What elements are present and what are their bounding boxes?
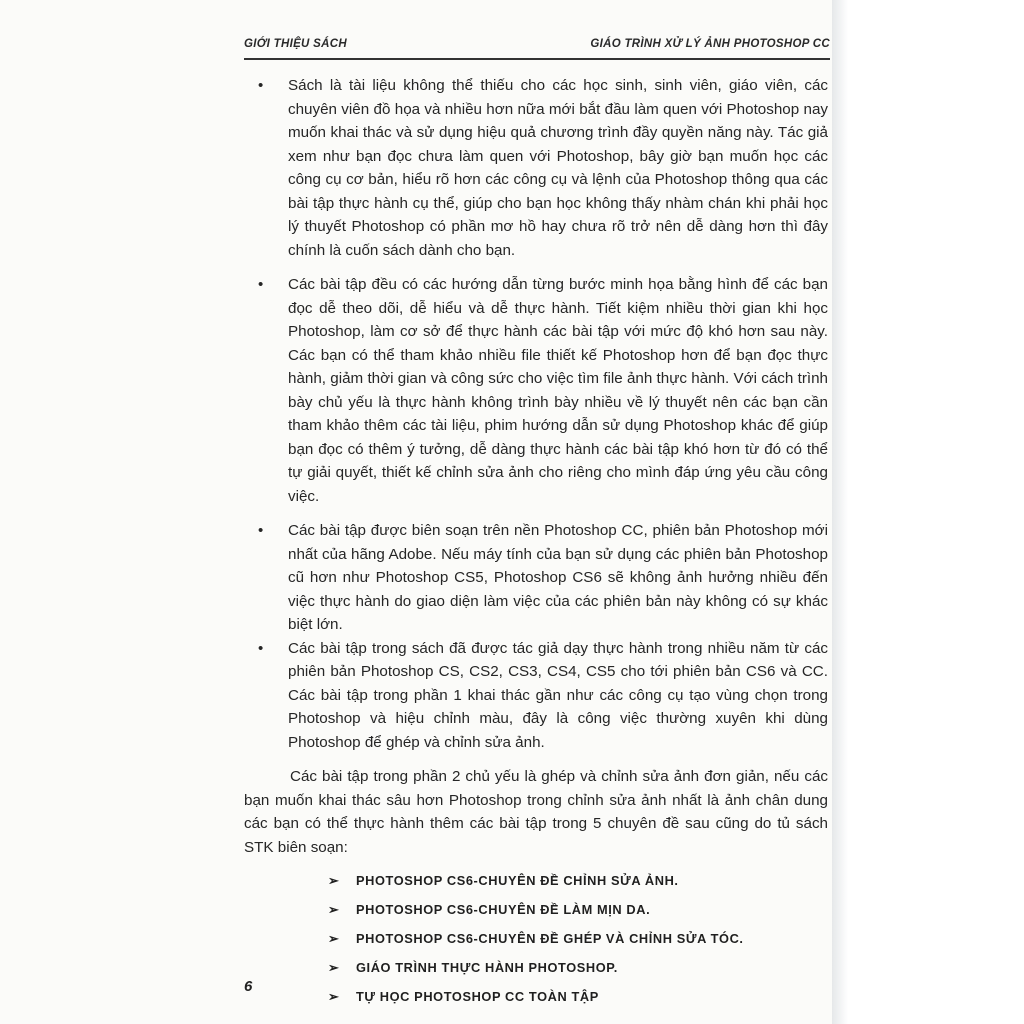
bullet-marker: • — [258, 522, 264, 539]
header-book-title: GIÁO TRÌNH XỬ LÝ ẢNH PHOTOSHOP CC — [590, 38, 830, 50]
body-paragraph: Các bài tập trong phần 2 chủ yếu là ghép và chỉnh sửa ảnh đơn giản, nếu các bạn muốn khai thác sâu hơn Photoshop trong chỉnh sửa ảnh nhất là ảnh chân dung các bạn có thể thực hành thêm các bài tập trong 5 chuyên đề sau cũng do tủ sách STK biên soạn: — [244, 768, 828, 856]
page-edge-shadow — [832, 0, 848, 1024]
arrow-bullet-icon: ➢ — [328, 931, 340, 946]
bullet-marker: • — [258, 639, 264, 657]
bullet-item — [244, 273, 828, 508]
arrow-bullet-icon: ➢ — [328, 873, 340, 888]
bullet-marker: • — [258, 77, 264, 94]
bullet-item — [244, 74, 828, 262]
book-title: PHOTOSHOP CS6-CHUYÊN ĐỀ CHỈNH SỬA ẢNH. — [356, 873, 679, 888]
bullet-item — [244, 637, 828, 755]
book-list-item — [328, 897, 828, 926]
book-list — [244, 868, 828, 1013]
book-list-item — [328, 926, 828, 955]
book-title: GIÁO TRÌNH THỰC HÀNH PHOTOSHOP. — [356, 960, 618, 975]
header-section-title: GIỚI THIỆU SÁCH — [244, 38, 347, 50]
book-title: PHOTOSHOP CS6-CHUYÊN ĐỀ LÀM MỊN DA. — [356, 902, 651, 917]
page-number: 6 — [244, 978, 253, 995]
book-title: TỰ HỌC PHOTOSHOP CC TOÀN TẬP — [356, 989, 599, 1004]
bullet-text: Các bài tập trong sách đã được tác giả dạy thực hành trong nhiều năm từ các phiên bản Photoshop CS, CS2, CS3, CS4, CS5 cho tới phiên bản CS6 và CC. Các bài tập trong phần 1 khai thác gần như các công cụ tạo vùng chọn trong Photoshop và hiệu chỉnh màu, đây là công việc thường xuyên khi dùng Photoshop để ghép và chỉnh sửa ảnh. — [288, 639, 828, 751]
bullet-text: Các bài tập đều có các hướng dẫn từng bước minh họa bằng hình để các bạn đọc dễ theo dõi, dễ hiểu và dễ thực hành. Tiết kiệm nhiều thời gian khi học Photoshop, làm cơ sở để thực hành các bài tập với mức độ khó hơn sau này. Các bạn có thể tham khảo nhiều file thiết kế Photoshop hơn để bạn đọc thực hành, giảm thời gian và công sức cho việc tìm file ảnh thực hành. Với cách trình bày chủ yếu là thực hành không trình bày nhiều về lý thuyết nên các bạn cần tham khảo thêm các tài liệu, phim hướng dẫn sử dụng Photoshop khác để giúp bạn đọc có thêm ý tưởng, dễ dàng thực hành các bài tập khó hơn từ đó có thể tự giải quyết, thiết kế chỉnh sửa ảnh cho riêng cho mình đáp ứng yêu cầu công việc. — [288, 276, 828, 505]
arrow-bullet-icon: ➢ — [328, 960, 340, 975]
running-header — [244, 36, 830, 60]
book-list-item — [328, 955, 828, 984]
book-title: PHOTOSHOP CS6-CHUYÊN ĐỀ GHÉP VÀ CHỈNH SỬA TÓC. — [356, 931, 744, 946]
bullet-text: Sách là tài liệu không thể thiếu cho các học sinh, sinh viên, giáo viên, các chuyên viên đồ họa và nhiều hơn nữa mới bắt đầu làm quen với Photoshop nay muốn khai thác và sử dụng hiệu quả chương trình đầy quyền năng này. Tác giả xem như bạn đọc chưa làm quen với Photoshop, bây giờ bạn muốn học các công cụ cơ bản, hiểu rõ hơn các công cụ và lệnh của Photoshop thông qua các bài tập thực hành cụ thể, giúp cho bạn học không thấy nhàm chán khi phải học lý thuyết Photoshop có phần mơ hồ hay chưa rõ trở nên dễ dàng hơn thì đây chính là cuốn sách dành cho bạn. — [288, 77, 828, 259]
page-body — [244, 74, 828, 1013]
book-list-item — [328, 984, 828, 1013]
bullet-marker: • — [258, 276, 264, 293]
bullet-item — [244, 519, 828, 637]
arrow-bullet-icon: ➢ — [328, 989, 340, 1004]
book-list-item — [328, 868, 828, 897]
arrow-bullet-icon: ➢ — [328, 902, 340, 917]
bullet-text: Các bài tập được biên soạn trên nền Photoshop CC, phiên bản Photoshop mới nhất của hãng Adobe. Nếu máy tính của bạn sử dụng các phiên bản Photoshop cũ hơn như Photoshop CS5, Photoshop CS6 sẽ không ảnh hưởng nhiều đến việc thực hành do giao diện làm việc của các phiên bản này không có sự khác biệt lớn. — [288, 522, 828, 633]
